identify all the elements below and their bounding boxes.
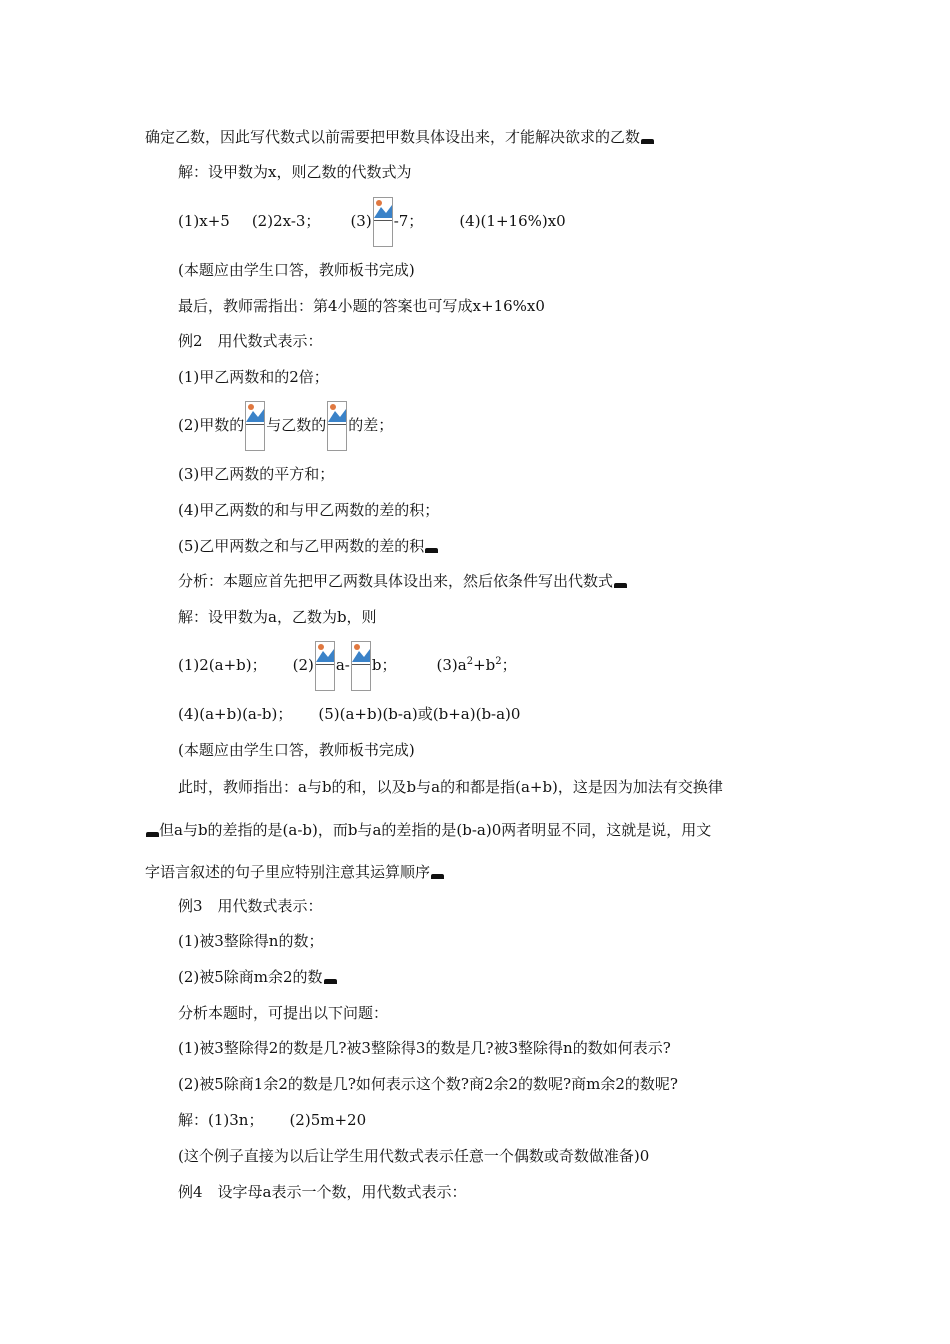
paragraph-mark-icon (431, 874, 444, 879)
paragraph-line: 解：设甲数为a，乙数为b，则 (178, 608, 377, 626)
paragraph-mark-icon (324, 979, 337, 984)
paragraph-line: (2)被5除商1余2的数是几?如何表示这个数?商2余2的数呢?商m余2的数呢? (178, 1075, 678, 1093)
paragraph-line: 解：设甲数为x，则乙数的代数式为 (178, 163, 412, 181)
equation-line: (4)(a+b)(a-b)； (5)(a+b)(b-a)或(b+a)(b-a)0 (178, 705, 521, 723)
paragraph-line: (本题应由学生口答，教师板书完成) (178, 741, 415, 759)
paragraph-line: 确定乙数，因此写代数式以前需要把甲数具体设出来，才能解决欲求的乙数 (145, 127, 654, 147)
paragraph-line: (2)被5除商m余2的数 (178, 967, 337, 987)
paragraph-line: 最后，教师需指出：第4小题的答案也可写成x+16%x0 (178, 297, 545, 315)
example-heading: 例2 用代数式表示： (178, 332, 323, 350)
broken-image-icon (245, 401, 265, 451)
paragraph-line: (1)甲乙两数和的2倍； (178, 368, 329, 386)
broken-image-icon (351, 641, 371, 691)
paragraph-line: 此时，教师指出：a与b的和，以及b与a的和都是指(a+b)，这是因为加法有交换律 (178, 778, 723, 796)
paragraph-line: (本题应由学生口答，教师板书完成) (178, 261, 415, 279)
paragraph-line: 字语言叙述的句子里应特别注意其运算顺序 (145, 862, 444, 882)
paragraph-mark-icon (146, 832, 159, 837)
paragraph-line: (4)甲乙两数的和与甲乙两数的差的积； (178, 501, 440, 519)
paragraph-mark-icon (425, 548, 438, 553)
paragraph-line: 但a与b的差指的是(a-b)，而b与a的差指的是(b-a)0两者明显不同，这就是说，用文 (145, 820, 711, 840)
broken-image-icon (327, 401, 347, 451)
paragraph-line: (这个例子直接为以后让学生用代数式表示任意一个偶数或奇数做准备)0 (178, 1147, 650, 1165)
paragraph-line: 分析：本题应首先把甲乙两数具体设出来，然后依条件写出代数式 (178, 571, 627, 591)
equation-line: 解：(1)3n； (2)5m+20 (178, 1111, 367, 1129)
equation-line: (2)甲数的 与乙数的 的差； (178, 399, 393, 451)
paragraph-line: (5)乙甲两数之和与乙甲两数的差的积 (178, 536, 438, 556)
equation-line: (1)x+5 (2)2x-3； (3) -7； (4)(1+16%)x0 (178, 195, 566, 247)
paragraph-mark-icon (641, 139, 654, 144)
example-heading: 例3 用代数式表示： (178, 897, 323, 915)
paragraph-line: (1)被3整除得2的数是几?被3整除得3的数是几?被3整除得n的数如何表示? (178, 1039, 671, 1057)
paragraph-line: 分析本题时，可提出以下问题： (178, 1004, 389, 1022)
paragraph-line: (3)甲乙两数的平方和； (178, 465, 335, 483)
paragraph-mark-icon (614, 583, 627, 588)
broken-image-icon (373, 197, 393, 247)
example-heading: 例4 设字母a表示一个数，用代数式表示： (178, 1183, 467, 1201)
equation-line: (1)2(a+b)； (2) a- b； $(3)a^2+b^2$； (178, 639, 517, 691)
broken-image-icon (315, 641, 335, 691)
paragraph-line: (1)被3整除得n的数； (178, 932, 324, 950)
